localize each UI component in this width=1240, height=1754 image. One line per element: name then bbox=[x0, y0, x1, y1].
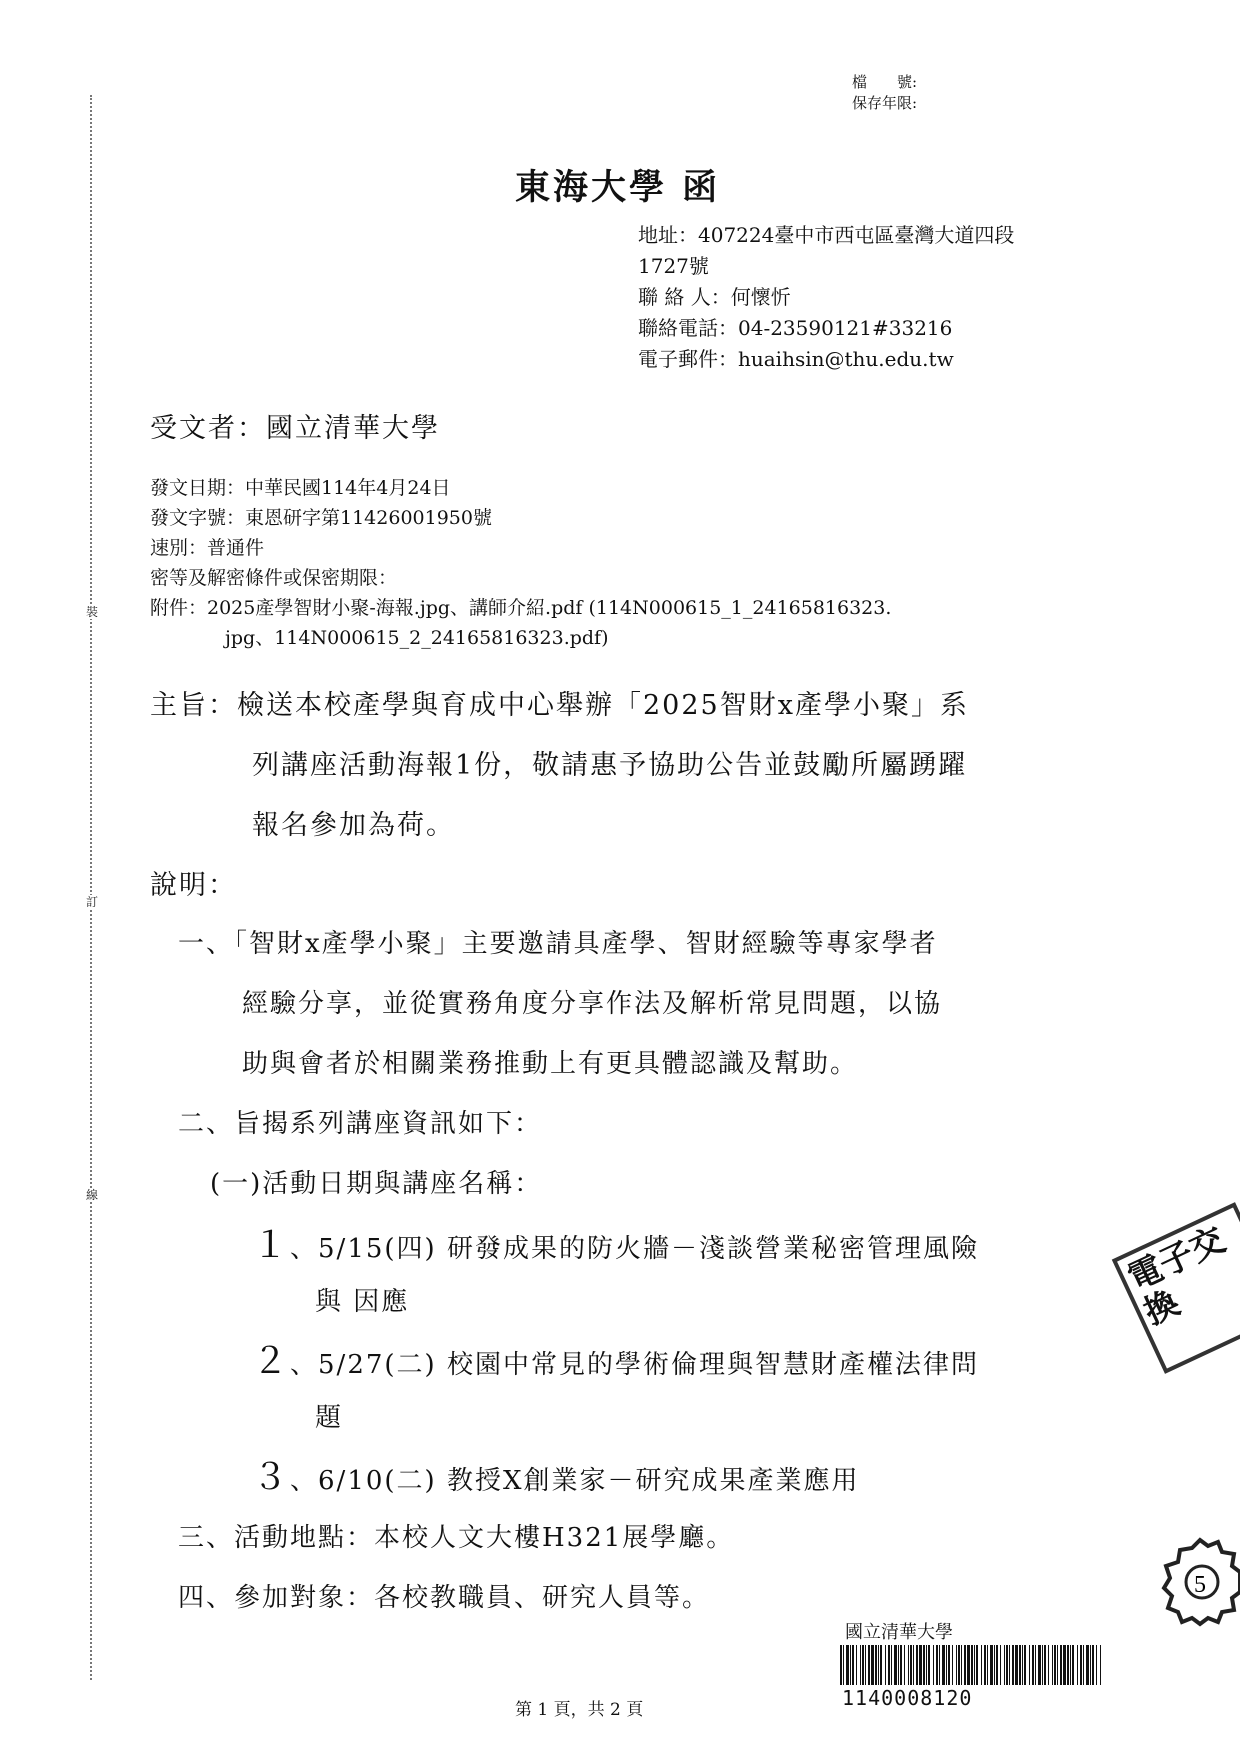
item-two-sub: (一)活動日期與講座名稱： bbox=[210, 1169, 543, 1199]
barcode-bar bbox=[939, 1645, 940, 1685]
item-one-line-2: 經驗分享，並從實務角度分享作法及解析常見問題，以協 bbox=[242, 989, 943, 1019]
barcode-bar bbox=[1096, 1645, 1097, 1685]
barcode-bar bbox=[1042, 1645, 1043, 1685]
barcode-bar bbox=[894, 1645, 897, 1685]
attachment-line-1: 附件：2025產學智財小聚-海報.jpg、講師介紹.pdf (114N000615_1_24165816323. bbox=[150, 597, 892, 619]
attachment-line-2: jpg、114N000615_2_24165816323.pdf) bbox=[225, 627, 609, 649]
barcode-bar bbox=[1044, 1645, 1046, 1685]
explanation-label: 說明： bbox=[150, 870, 237, 901]
barcode-bar bbox=[1060, 1645, 1062, 1685]
binding-mark-zhuang: 裝 bbox=[86, 605, 99, 619]
item-one-line-3: 助與會者於相關業務推動上有更具體認識及幫助。 bbox=[242, 1049, 859, 1079]
barcode-bar bbox=[984, 1645, 986, 1685]
barcode-bar bbox=[958, 1645, 960, 1685]
barcode-bar bbox=[1057, 1645, 1058, 1685]
contact-email: 電子郵件：huaihsin@thu.edu.tw bbox=[638, 347, 954, 371]
barcode-label: 國立清華大學 bbox=[845, 1622, 953, 1643]
document-number: 發文字號：東恩研字第11426001950號 bbox=[150, 507, 492, 529]
barcode-bar bbox=[916, 1645, 918, 1685]
barcode-bar bbox=[1080, 1645, 1082, 1685]
address-line-2: 1727號 bbox=[638, 254, 709, 278]
binding-margin-line bbox=[90, 95, 92, 1680]
session-1-continued: 與 因應 bbox=[315, 1287, 410, 1317]
item-four: 四、參加對象：各校教職員、研究人員等。 bbox=[178, 1583, 711, 1613]
barcode-bar bbox=[860, 1645, 861, 1685]
barcode-bar bbox=[933, 1645, 934, 1685]
barcode-bar bbox=[852, 1645, 854, 1685]
barcode-bar bbox=[880, 1645, 882, 1685]
contact-person: 聯 絡 人：何懷忻 bbox=[638, 285, 791, 309]
seal-number: 5 bbox=[1194, 1572, 1206, 1598]
barcode-bar bbox=[1072, 1645, 1074, 1685]
contact-phone: 聯絡電話：04-23590121#33216 bbox=[638, 316, 953, 340]
delivery-speed: 速別：普通件 bbox=[150, 537, 265, 559]
recipient: 受文者：國立清華大學 bbox=[150, 413, 440, 444]
barcode-bar bbox=[868, 1645, 870, 1685]
session-1-number: １ bbox=[252, 1225, 291, 1266]
barcode-bar bbox=[898, 1645, 899, 1685]
barcode-bar bbox=[1052, 1645, 1053, 1685]
electronic-exchange-stamp: 電子交換 bbox=[1112, 1202, 1240, 1374]
barcode-bar bbox=[885, 1645, 886, 1685]
barcode-bar bbox=[843, 1645, 844, 1685]
page-footer: 第 1 頁，共 2 頁 bbox=[515, 1700, 644, 1720]
barcode-bar bbox=[1000, 1645, 1001, 1685]
barcode-bar bbox=[850, 1645, 851, 1685]
binding-mark-ding: 訂 bbox=[86, 895, 99, 909]
barcode-bar bbox=[1100, 1645, 1101, 1685]
barcode-bar bbox=[1032, 1645, 1034, 1685]
session-1-text: 、5/15(四) 研發成果的防火牆－淺談營業秘密管理風險 bbox=[290, 1234, 979, 1264]
barcode-bar bbox=[1012, 1645, 1014, 1685]
item-three: 三、活動地點：本校人文大樓H321展學廳。 bbox=[178, 1523, 735, 1553]
session-2-text: 、5/27(二) 校園中常見的學術倫理與智慧財產權法律問 bbox=[290, 1350, 979, 1380]
barcode-bar bbox=[964, 1645, 966, 1685]
barcode-bar bbox=[961, 1645, 962, 1685]
barcode-bar bbox=[948, 1645, 950, 1685]
barcode-bar bbox=[1086, 1645, 1089, 1685]
barcode-bar bbox=[1015, 1645, 1018, 1685]
barcode-bar bbox=[891, 1645, 892, 1685]
barcode-number: 1140008120 bbox=[842, 1686, 973, 1710]
barcode-bar bbox=[1038, 1645, 1041, 1685]
barcode-bar bbox=[946, 1645, 947, 1685]
contact-block bbox=[638, 220, 1014, 375]
barcode-bar bbox=[981, 1645, 982, 1685]
session-2 bbox=[252, 1333, 979, 1384]
session-3-number: ３ bbox=[252, 1457, 291, 1498]
barcode-bar bbox=[900, 1645, 902, 1685]
document-title: 東海大學 函 bbox=[515, 167, 721, 208]
barcode-bar bbox=[1004, 1645, 1005, 1685]
file-info bbox=[852, 72, 917, 114]
barcode-bar bbox=[987, 1645, 988, 1685]
barcode-bar bbox=[990, 1645, 993, 1685]
barcode-bar bbox=[888, 1645, 890, 1685]
barcode-bar bbox=[1022, 1645, 1023, 1685]
document-meta bbox=[150, 473, 891, 653]
barcode-bar bbox=[923, 1645, 925, 1685]
item-two: 二、旨揭系列講座資訊如下： bbox=[178, 1109, 543, 1139]
barcode-bar bbox=[1009, 1645, 1010, 1685]
barcode-bar bbox=[1054, 1645, 1056, 1685]
barcode-bar bbox=[974, 1645, 975, 1685]
barcode-bar bbox=[956, 1645, 957, 1685]
session-2-number: ２ bbox=[252, 1341, 291, 1382]
barcode-bar bbox=[875, 1645, 877, 1685]
barcode-bar bbox=[1029, 1645, 1030, 1685]
barcode-bar bbox=[1092, 1645, 1094, 1685]
subject-line-3: 報名參加為荷。 bbox=[252, 810, 455, 841]
barcode-bar bbox=[840, 1645, 842, 1685]
barcode-bar bbox=[865, 1645, 866, 1685]
barcode-bar bbox=[871, 1645, 874, 1685]
barcode-bar bbox=[919, 1645, 922, 1685]
barcode-bar bbox=[878, 1645, 879, 1685]
barcode-bar bbox=[1067, 1645, 1069, 1685]
barcode-bar bbox=[926, 1645, 927, 1685]
barcode-bar bbox=[942, 1645, 945, 1685]
session-2-continued: 題 bbox=[315, 1403, 344, 1433]
barcode-bar bbox=[952, 1645, 953, 1685]
barcode-bar bbox=[971, 1645, 973, 1685]
barcode-bar bbox=[862, 1645, 864, 1685]
barcode-bar bbox=[1006, 1645, 1008, 1685]
barcode-bar bbox=[1090, 1645, 1091, 1685]
barcode-bar bbox=[1070, 1645, 1071, 1685]
barcode-bar bbox=[908, 1645, 909, 1685]
address-line-1: 地址：407224臺中市西屯區臺灣大道四段 bbox=[638, 223, 1015, 247]
subject-line-2: 列講座活動海報1份，敬請惠予協助公告並鼓勵所屬踴躍 bbox=[252, 750, 968, 781]
barcode-bar bbox=[996, 1645, 998, 1685]
session-1 bbox=[252, 1217, 979, 1268]
barcode-bar bbox=[910, 1645, 912, 1685]
barcode-bar bbox=[1083, 1645, 1084, 1685]
barcode-bar bbox=[904, 1645, 905, 1685]
barcode-bar bbox=[913, 1645, 914, 1685]
issue-date: 發文日期：中華民國114年4月24日 bbox=[150, 477, 451, 499]
gear-seal-icon bbox=[1160, 1532, 1240, 1632]
session-3-text: 、6/10(二) 教授X創業家－研究成果產業應用 bbox=[290, 1466, 860, 1496]
binding-mark-xian: 線 bbox=[86, 1188, 99, 1202]
barcode-bar bbox=[928, 1645, 930, 1685]
barcode-bar bbox=[1063, 1645, 1066, 1685]
subject-line-1: 主旨：檢送本校產學與育成中心舉辦「2025智財x產學小聚」系 bbox=[150, 690, 969, 721]
barcode-bar bbox=[967, 1645, 970, 1685]
session-3 bbox=[252, 1449, 859, 1500]
barcode-bar bbox=[1035, 1645, 1036, 1685]
barcode-bar bbox=[976, 1645, 978, 1685]
item-one-line-1: 一、「智財x產學小聚」主要邀請具產學、智財經驗等專家學者 bbox=[178, 929, 938, 959]
barcode-bar bbox=[1077, 1645, 1078, 1685]
barcode-bar bbox=[1048, 1645, 1049, 1685]
barcode-bar bbox=[1024, 1645, 1026, 1685]
secrecy-level: 密等及解密條件或保密期限： bbox=[150, 567, 398, 589]
retention-label: 保存年限: bbox=[852, 94, 918, 112]
barcode-bar bbox=[856, 1645, 857, 1685]
barcode-bar bbox=[994, 1645, 995, 1685]
file-number-label: 檔 號: bbox=[852, 73, 918, 91]
barcode-bar bbox=[936, 1645, 938, 1685]
barcode bbox=[840, 1645, 1102, 1685]
barcode-bar bbox=[846, 1645, 849, 1685]
barcode-bar bbox=[1019, 1645, 1021, 1685]
